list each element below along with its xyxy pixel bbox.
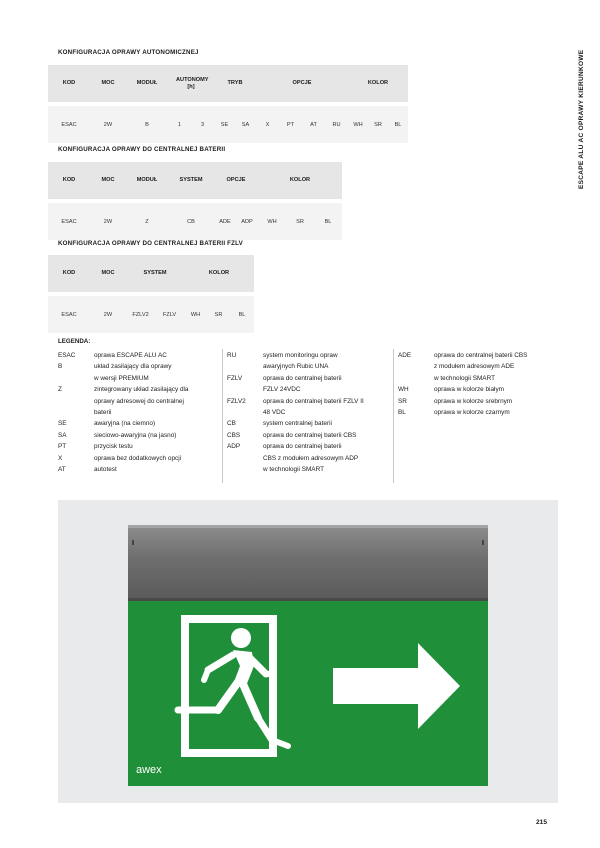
legend-row: FZLV 24VDC [263, 386, 301, 394]
legend-row: z modułem adresowym ADE [434, 363, 515, 371]
header-cell: KOLOR [348, 65, 408, 102]
legend-row: SA sieciowo-awaryjna (na jasno) [58, 431, 177, 439]
legend-row: CB system centralnej baterii [227, 420, 332, 428]
value-cell: 2W [90, 296, 126, 333]
value-cell: 2W [90, 106, 126, 143]
brand-logo: awex [136, 764, 162, 776]
value-cell: AT [302, 106, 325, 143]
legend-row: FZLV2 oprawa do centralnej baterii FZLV II [227, 397, 364, 405]
legend-row: awaryjnych Rubic UNA [263, 363, 329, 371]
value-cell: 3 [191, 106, 214, 143]
value-cell: WH [184, 296, 207, 333]
vertical-section-header: ESCAPE ALU AC OPRAWY KIERUNKOWE [578, 49, 585, 189]
value-cell: FZLV2 [126, 296, 155, 333]
header-cell: OPCJE [214, 162, 258, 199]
legend-row: FZLV oprawa do centralnej baterii [227, 374, 342, 382]
section2-table [48, 162, 342, 240]
legend-row: ADE oprawa do centralnej baterii CBS [398, 352, 528, 359]
header-cell: KOD [48, 162, 90, 199]
legend-row: B układ zasilający dla oprawy [58, 363, 172, 371]
exit-sign-panel [128, 601, 488, 786]
section1-table [48, 65, 408, 143]
legend-row: AT autotest [58, 466, 117, 474]
legend-row: CBS oprawa do centralnej baterii CBS [227, 431, 357, 439]
value-cell: WH [348, 106, 368, 143]
value-cell: SR [286, 203, 314, 240]
value-cell: PT [279, 106, 302, 143]
legend-row: CBS z modułem adresowym ADP [263, 454, 359, 462]
legend-row: SE awaryjna (na ciemno) [58, 420, 156, 428]
legend-divider [393, 349, 394, 483]
value-cell: BL [314, 203, 342, 240]
legend-row: w technologii SMART [263, 466, 324, 474]
legend-row: ESAC oprawa ESCAPE ALU AC [58, 352, 167, 359]
section3-table [48, 255, 254, 333]
value-cell: ADE [214, 203, 236, 240]
header-cell: MOC [90, 162, 126, 199]
header-cell: AUTONOMY [h] [168, 65, 214, 102]
header-cell: SYSTEM [126, 255, 184, 292]
header-cell: TRYB [214, 65, 256, 102]
legend-column-2 [227, 350, 364, 475]
value-cell: SR [207, 296, 230, 333]
value-cell: X [256, 106, 279, 143]
legend-column-3 [398, 350, 527, 418]
value-cell: ESAC [48, 203, 90, 240]
header-cell: SYSTEM [168, 162, 214, 199]
value-cell: SR [368, 106, 388, 143]
section1-title: KONFIGURACJA OPRAWY AUTONOMICZNEJ [58, 49, 199, 56]
header-cell: MODUŁ [126, 162, 168, 199]
value-cell: SE [214, 106, 235, 143]
header-cell: KOLOR [184, 255, 254, 292]
legend-row: PT przycisk testu [58, 443, 133, 451]
exit-sign-illustration [58, 500, 558, 803]
legend-row: w technologii SMART [434, 374, 495, 382]
value-cell: 2W [90, 203, 126, 240]
legend-row: SR oprawa w kolorze srebrnym [398, 397, 513, 405]
header-cell: MOC [90, 65, 126, 102]
product-photo [58, 500, 558, 803]
section3-title: KONFIGURACJA OPRAWY DO CENTRALNEJ BATERII FZLV [58, 240, 243, 247]
header-cell: KOLOR [258, 162, 342, 199]
legend-row: RU system monitoringu opraw [227, 352, 338, 359]
legend-row: 48 VDC [263, 409, 286, 417]
section2-title: KONFIGURACJA OPRAWY DO CENTRALNEJ BATERII [58, 146, 226, 153]
legend-row: baterii [94, 409, 112, 417]
legend-row: WH oprawa w kolorze białym [398, 386, 504, 394]
lamp-housing [128, 525, 488, 601]
legend-row: BL oprawa w kolorze czarnym [398, 409, 510, 417]
header-cell: OPCJE [256, 65, 348, 102]
exit-door-icon [181, 615, 277, 757]
value-cell: FZLV [155, 296, 184, 333]
value-cell: WH [258, 203, 286, 240]
legend-title: LEGENDA: [58, 338, 91, 345]
legend-row: Z zintegrowany układ zasilający dla [58, 386, 189, 394]
value-cell: BL [388, 106, 408, 143]
value-cell: BL [230, 296, 254, 333]
value-cell: Z [126, 203, 168, 240]
header-cell: MODUŁ [126, 65, 168, 102]
header-cell: KOD [48, 65, 90, 102]
page-number: 215 [536, 819, 548, 826]
legend-divider [222, 349, 223, 483]
value-cell: ESAC [48, 296, 90, 333]
value-cell: ADP [236, 203, 258, 240]
value-cell: SA [235, 106, 256, 143]
header-cell: KOD [48, 255, 90, 292]
header-cell: MOC [90, 255, 126, 292]
value-cell: B [126, 106, 168, 143]
value-cell: ESAC [48, 106, 90, 143]
value-cell: RU [325, 106, 348, 143]
legend-row: w wersji PREMIUM [94, 374, 149, 382]
value-cell: CB [168, 203, 214, 240]
legend-row: oprawy adresowej do centralnej [94, 397, 184, 405]
legend-row: X oprawa bez dodatkowych opcji [58, 454, 182, 462]
legend-row: ADP oprawa do centralnej baterii [227, 443, 342, 451]
value-cell: 1 [168, 106, 191, 143]
legend-column-1 [58, 350, 189, 475]
